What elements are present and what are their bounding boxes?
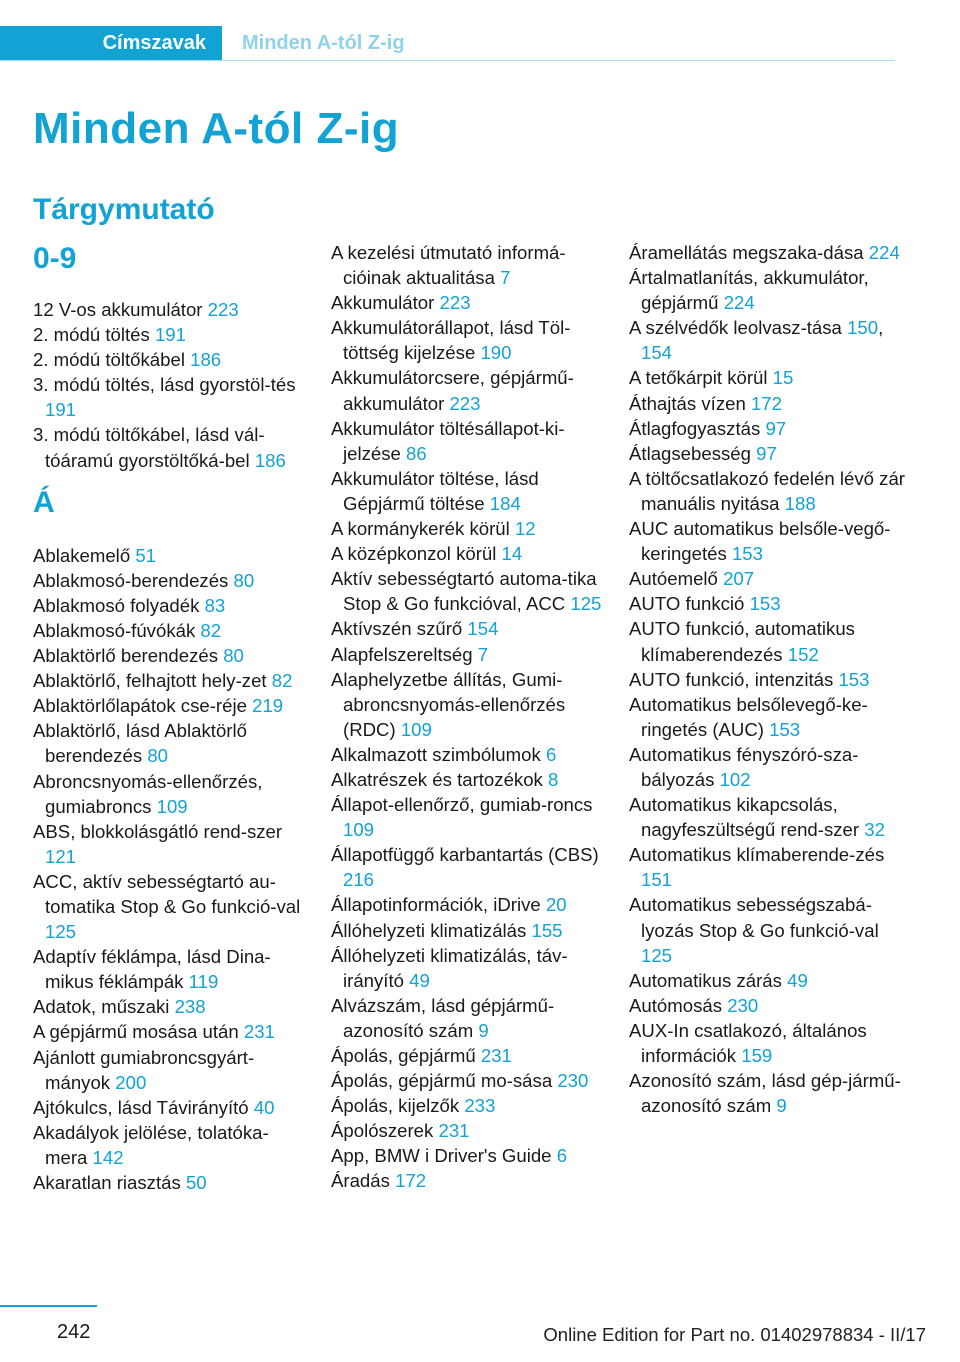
index-entry [331,566,609,616]
entry-term: A szélvédők leolvasz-tása [629,317,848,339]
index-column-1 [33,240,311,1195]
entry-term: Ajtókulcs, lásd Távirányító [33,1096,254,1118]
index-entry [331,667,609,742]
page-reference-link[interactable]: 121 [45,845,77,867]
entry-term: Állóhelyzeti klimatizálás [331,919,532,941]
page-reference-link[interactable]: 32 [864,819,885,841]
page-reference-link[interactable]: 6 [556,1145,568,1167]
page-reference-link[interactable]: 231 [480,1045,512,1066]
page-reference-link[interactable]: 51 [135,544,157,566]
page-reference-link[interactable]: 83 [204,594,226,616]
entry-term: Automatikus zárás [629,969,788,991]
entry-term: Akkumulátor töltése, lásd Gépjármű töltése [331,467,539,514]
entry-term: 12 V-os akkumulátor [33,299,208,320]
page-reference-link[interactable]: 153 [838,668,870,690]
entry-term: Automatikus fényszóró-sza-bályozás [629,743,859,790]
index-entry [629,1068,909,1118]
page-reference-link[interactable]: 200 [115,1071,147,1093]
index-entry [331,315,609,365]
entry-term: 2. módú töltés [33,324,155,346]
entry-term: Ablakmosó folyadék [33,594,205,616]
index-entry [331,365,609,415]
index-entry [629,993,909,1018]
page-reference-link[interactable]: 159 [741,1045,773,1066]
section-heading-0-9: 0-9 [33,242,77,275]
entry-term: Ablaktörlő berendezés [33,645,224,667]
entry-term: AUTO funkció, intenzitás [629,668,839,690]
entry-term: Ablakmosó-berendezés [33,569,234,591]
index-entry [331,1168,609,1193]
page-reference-link[interactable]: 151 [641,869,673,891]
page-reference-link[interactable]: 230 [727,994,759,1016]
entry-list-0-9 [33,297,311,473]
index-entry [33,322,311,347]
index-entry [33,422,311,472]
entry-term: Alapfelszereltség [331,643,478,665]
index-entry [629,742,909,792]
page-reference-link[interactable]: 153 [749,593,781,615]
entry-term: Áramellátás megszaka-dása [629,242,869,263]
entry-term: Alkalmazott szimbólumok [331,743,546,765]
page-number: 242 [57,1321,91,1343]
index-entry [629,240,909,265]
entry-term: Ablakemelő [33,544,136,566]
page-reference-link[interactable]: 223 [439,292,471,314]
page-reference-link[interactable]: 154 [467,618,499,640]
index-entry [629,265,909,315]
entry-term: Állapotinformációk, iDrive [331,894,546,916]
index-entry [33,668,311,693]
entry-term: Akkumulátorcsere, gépjármű-akkumulátor [331,367,574,414]
tab-minden-a-tol-z-ig[interactable]: Minden A-tól Z-ig [242,32,405,54]
page-reference-link[interactable]: 152 [787,643,819,665]
entry-term: Automatikus sebességszabá-lyozás Stop & Go funkció-val [629,894,879,941]
page-reference-link[interactable]: 238 [174,996,206,1018]
entry-term: Abroncsnyomás-ellenőrzés, gumiabroncs [33,770,263,817]
entry-term: Állóhelyzeti klimatizálás, táv-irányító [331,944,568,991]
index-entry [331,1093,609,1118]
index-entry [33,994,311,1019]
page-reference-link[interactable]: 9 [776,1095,787,1117]
page-reference-link[interactable]: 109 [400,718,432,740]
entry-term: Ajánlott gumiabroncsgyárt-mányok [33,1046,255,1093]
entry-term: Ápolás, gépjármű mo-sása [331,1070,558,1092]
page-reference-link[interactable]: 12 [514,518,536,540]
entry-term: 2. módú töltőkábel [33,349,191,371]
page-reference-link[interactable]: 6 [545,743,557,765]
index-entry [33,568,311,593]
page-reference-link[interactable]: 223 [207,299,239,320]
page-reference-link[interactable]: 142 [92,1146,124,1168]
index-entry [33,543,311,568]
entry-term: Ablaktörlőlapátok cse-réje [33,695,253,717]
entry-term: ABS, blokkolásgátló rend-szer [33,820,283,842]
header-tabs [0,26,895,61]
page-reference-link[interactable]: 49 [787,969,808,991]
entry-term: AUTO funkció [629,593,750,615]
index-entry [629,516,909,566]
index-entry [331,918,609,943]
index-entry [331,516,609,541]
page-reference-link[interactable]: 219 [252,695,284,717]
page-reference-link[interactable]: 191 [45,399,77,421]
index-column-2 [331,240,609,1194]
page-reference-link[interactable]: 191 [154,324,186,346]
page-reference-link[interactable]: 7 [477,643,489,665]
entry-term: Állapot-ellenőrző, gumiab-roncs [331,794,593,816]
page-reference-link[interactable]: 102 [719,768,751,790]
index-entry [629,466,909,516]
page-reference-link[interactable]: 20 [545,894,567,916]
page-reference-link[interactable]: 150 [847,317,879,339]
index-entry [629,365,909,390]
index-entry [33,618,311,643]
index-entry [629,692,909,742]
page-reference-link[interactable]: 172 [395,1170,427,1192]
index-entry [331,642,609,667]
entry-term: Automatikus belsőlevegő-ke-ringetés (AUC) [629,693,868,740]
index-column-3 [629,240,909,1118]
page-reference-link[interactable]: 224 [868,242,900,263]
entry-term: Áthajtás vízen [629,392,751,414]
page-reference-link[interactable]: 7 [500,267,511,289]
page-reference-link[interactable]: 223 [449,392,481,414]
index-entry [331,1043,609,1068]
entry-term: A kezelési útmutató informá-cióinak aktualitása [331,242,566,289]
tab-cimszavak[interactable]: Címszavak [0,26,222,60]
entry-term: Ártalmatlanítás, akkumulátor, gépjármű [629,267,869,314]
index-entry [331,240,609,290]
page-title: Minden A-tól Z-ig [33,104,400,153]
page-reference-link[interactable]: 82 [271,670,293,692]
entry-term: Adatok, műszaki [33,996,175,1018]
page-reference-link[interactable]: 80 [233,569,255,591]
entry-term: Autóemelő [629,568,724,590]
entry-term: Akkumulátor [331,292,440,314]
entry-term: AUTO funkció, automatikus klímaberendezés [629,618,855,665]
entry-term: Autómosás [629,994,728,1016]
entry-term: Akkumulátor töltésállapot-ki-jelzése [331,417,565,464]
page-reference-link[interactable]: 82 [200,619,222,641]
index-entry [33,1019,311,1044]
entry-term: Ablaktörlő, lásd Ablaktörlő berendezés [33,720,247,767]
page-reference-link[interactable]: 109 [156,795,188,817]
index-entry [629,968,909,993]
page-reference-link[interactable]: 216 [343,869,375,891]
index-entry [331,842,609,892]
page-reference-link[interactable]: 153 [769,718,801,740]
entry-term: 3. módú töltés, lásd gyorstöl-tés [33,374,296,396]
footer-rule [0,1305,97,1307]
index-entry: A szélvédők leolvasz-tása 150, 154 [629,317,884,364]
index-entry [331,1118,609,1143]
page-reference-link[interactable]: 172 [750,392,782,414]
index-entry [331,416,609,466]
page-reference-link[interactable]: 125 [641,944,673,966]
section-heading-a: Á [33,485,55,519]
entry-term: Ápolás, gépjármű [331,1045,481,1066]
entry-term: Alkatrészek és tartozékok [331,768,549,790]
entry-term: Ápolószerek [331,1120,439,1142]
index-entry [33,347,311,372]
index-entry [33,769,311,819]
page-reference-link[interactable]: 86 [406,442,427,464]
page-reference-link[interactable]: 80 [147,745,169,767]
index-entry [33,944,311,994]
index-entry [33,1120,311,1170]
index-entry [629,566,909,591]
index-entry [33,1170,311,1195]
page-reference-link[interactable]: 97 [765,417,787,439]
index-entry [629,616,909,666]
page-reference-link[interactable]: 125 [570,593,602,615]
entry-term: Akaratlan riasztás [33,1172,186,1193]
entry-list-a [33,543,311,1195]
index-entry [33,819,311,869]
index-entry [331,767,609,792]
entry-term: Ápolás, kijelzők [331,1095,465,1117]
page-reference-link[interactable]: 184 [489,492,521,514]
page-reference-link[interactable]: 49 [409,969,430,991]
entry-term: AUX-In csatlakozó, általános információk [629,1019,867,1066]
page-reference-link[interactable]: 186 [190,349,222,371]
index-entry [331,1143,609,1168]
entry-term: Átlagfogyasztás [629,417,766,439]
index-entry [33,1045,311,1095]
entry-term: Akadályok jelölése, tolatóka-mera [33,1121,269,1168]
entry-term: Alaphelyzetbe állítás, Gumi-abroncsnyomás-ellenőrzés (RDC) [331,668,566,740]
entry-term: Azonosító szám, lásd gép-jármű-azonosító szám [629,1070,901,1117]
page-reference-link[interactable]: 207 [723,568,755,590]
page-reference-link[interactable]: 188 [784,492,816,514]
page-reference-link[interactable]: 119 [188,971,219,993]
page-reference-link[interactable]: 230 [557,1070,589,1092]
page-reference-link[interactable]: 233 [464,1095,496,1117]
entry-term: A középkonzol körül [331,543,502,565]
entry-term: Automatikus kikapcsolás, nagyfeszültségű rend-szer [629,794,865,841]
index-entry [331,616,609,641]
index-entry [629,591,909,616]
index-entry [331,943,609,993]
index-entry [33,718,311,768]
entry-list-col2 [331,240,609,1194]
index-entry [629,1018,909,1068]
index-entry [33,643,311,668]
page-reference-link[interactable]: 15 [772,367,794,389]
page-reference-link[interactable]: 155 [531,919,563,941]
index-entry [33,693,311,718]
entry-term: 3. módú töltőkábel, lásd vál-tóáramú gyorstöltőká-bel [33,424,265,471]
page-reference-link[interactable]: 224 [723,292,755,314]
page-reference-link[interactable]: 97 [756,442,777,464]
entry-term: App, BMW i Driver's Guide [331,1145,557,1167]
entry-term: Ablaktörlő, felhajtott hely-zet [33,670,272,692]
index-entry [331,541,609,566]
entry-term: Állapotfüggő karbantartás (CBS) [331,844,599,866]
page-subtitle: Tárgymutató [33,193,215,226]
page-reference-link[interactable]: 153 [731,543,763,565]
index-entry [33,869,311,944]
page-reference-link[interactable]: 190 [480,342,512,364]
index-entry [629,842,909,892]
index-entry [33,372,311,422]
page-reference-link[interactable]: 231 [438,1120,470,1142]
index-entry [331,792,609,842]
index-entry [629,667,909,692]
entry-term: A gépjármű mosása után [33,1021,244,1043]
index-entry [629,792,909,842]
index-entry [331,290,609,315]
entry-term: Átlagsebesség [629,442,757,464]
entry-term: Adaptív féklámpa, lásd Dina-mikus féklámpák [33,946,271,993]
page-reference-link[interactable]: 154 [641,342,673,364]
entry-term: Alvázszám, lásd gépjármű-azonosító szám [331,994,555,1041]
entry-term: ACC, aktív sebességtartó au-tomatika Stop & Go funkció-val [33,870,301,917]
entry-term: AUC automatikus belsőle-vegő-keringetés [629,518,891,565]
page-reference-link[interactable]: 186 [254,449,286,471]
index-entry [331,1068,609,1093]
entry-list-col3 [629,240,909,1118]
index-entry [331,466,609,516]
page-reference-link[interactable]: 109 [343,819,375,841]
index-entry [629,441,909,466]
entry-term: Ablakmosó-fúvókák [33,619,201,641]
index-entry [331,892,609,917]
page-reference-link[interactable]: 231 [243,1021,275,1043]
index-entry [629,892,909,967]
index-entry [629,416,909,441]
index-entry [331,742,609,767]
entry-term: A tetőkárpit körül [629,367,773,389]
entry-term: A töltőcsatlakozó fedelén lévő zár manuális nyitása [629,467,905,514]
page-reference-link[interactable]: 80 [223,645,244,667]
entry-term: Aktívszén szűrő [331,618,468,640]
entry-term: Automatikus klímaberende-zés [629,844,885,866]
index-entry [33,297,311,322]
page-reference-link[interactable]: 40 [253,1096,275,1118]
page-reference-link[interactable]: 9 [478,1019,489,1041]
entry-term: Akkumulátorállapot, lásd Töl-töttség kijelzése [331,317,571,364]
page-reference-link[interactable]: 50 [185,1172,207,1193]
index-entry [629,391,909,416]
page-reference-link[interactable]: 125 [45,921,77,943]
index-entry [33,1095,311,1120]
edition-note: Online Edition for Part no. 01402978834 - II/17 [543,1324,926,1345]
entry-term: A kormánykerék körül [331,518,515,540]
page-reference-link[interactable]: 14 [501,543,523,565]
entry-term: Aktív sebességtartó automa-tika Stop & Go funkcióval, ACC [331,568,597,615]
entry-term: Áradás [331,1170,396,1192]
index-entry [331,993,609,1043]
page-reference-link[interactable]: 8 [548,768,559,790]
index-entry [33,593,311,618]
